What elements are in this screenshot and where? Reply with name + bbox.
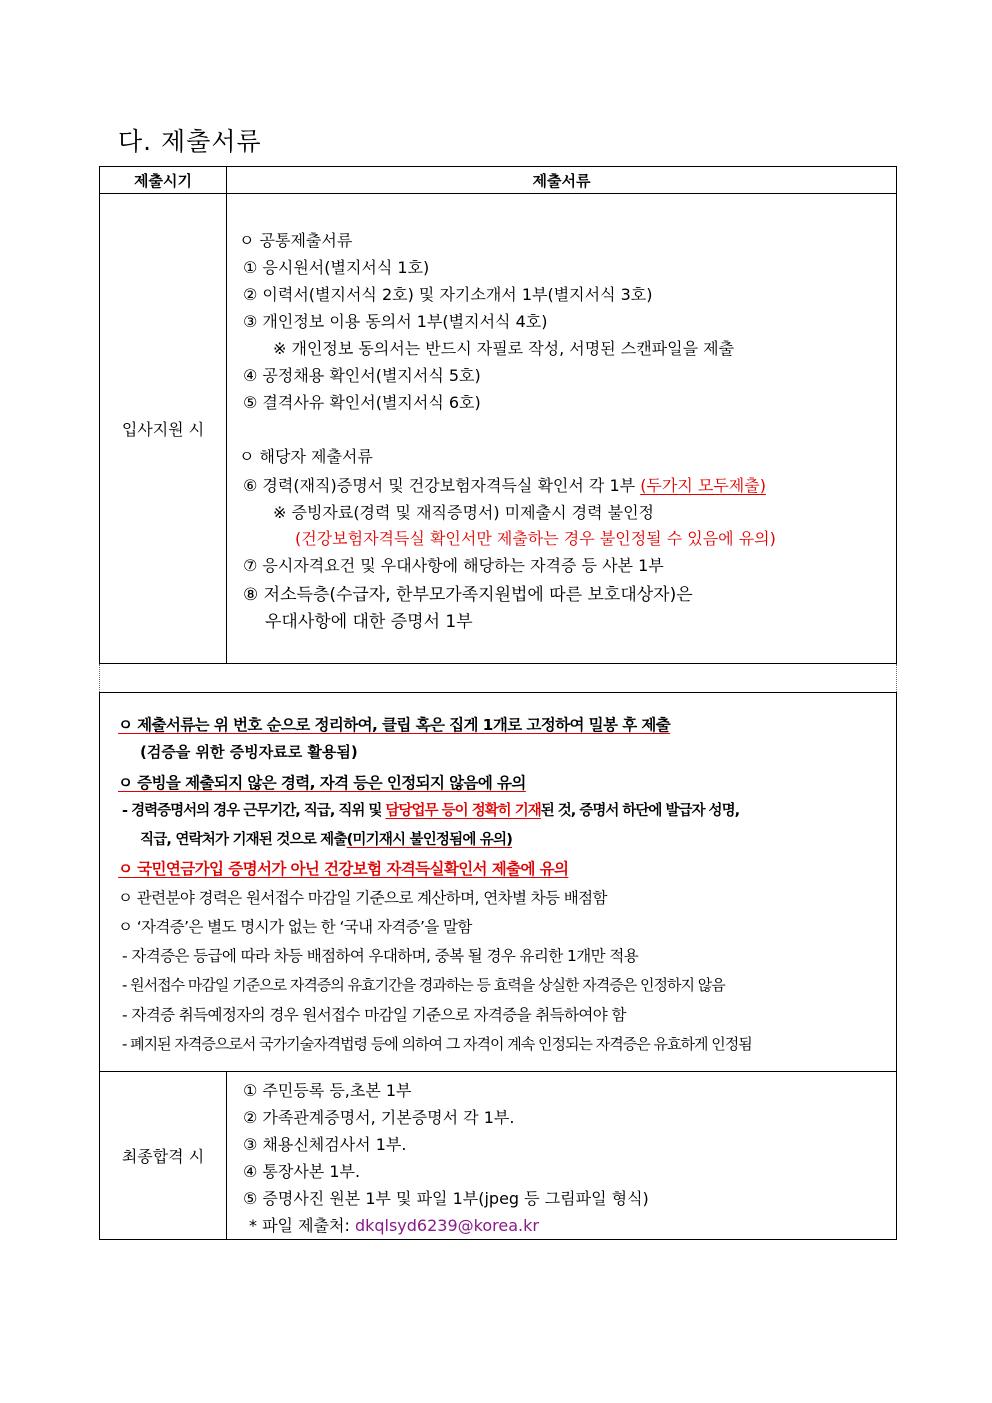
common-item-3: ③ 개인정보 이용 동의서 1부(별지서식 4호) [243,312,548,331]
email-link[interactable]: dkqlsyd6239@korea.kr [354,1216,539,1235]
final-item-2: ② 가족관계증명서, 기본증명서 각 1부. [243,1108,515,1127]
note-3-cont: 직급, 연락처가 기재된 것으로 제출(미기재시 불인정됨에 유의) [140,832,513,848]
header-documents: 제출서류 [532,171,591,190]
note-2: ㅇ 증빙을 제출되지 않은 경력, 자격 등은 인정되지 않음에 유의 [118,774,526,792]
note-9: - 자격증 취득예정자의 경우 원서접수 마감일 기준으로 자격증을 취득하여야 함 [122,1006,626,1024]
application-row [99,193,897,664]
final-documents [227,1072,896,1239]
common-heading: ㅇ 공통제출서류 [239,231,353,250]
note-6: ㅇ ‘자격증’은 별도 명시가 없는 한 ‘국내 자격증’을 말함 [118,918,472,936]
note-1: ㅇ 제출서류는 위 번호 순으로 정리하여, 클립 혹은 집게 1개로 고정하여 밀봉 후 제출 [118,716,671,734]
common-item-2: ② 이력서(별지서식 2호) 및 자기소개서 1부(별지서식 3호) [243,285,653,304]
common-item-1: ① 응시원서(별지서식 1호) [243,258,430,277]
item6-note: ※ 증빙자료(경력 및 재직증명서) 미제출시 경력 불인정 [273,503,654,522]
note-4: ㅇ 국민연금가입 증명서가 아닌 건강보험 자격득실확인서 제출에 유의 [118,860,569,878]
notes-box [99,692,897,1072]
application-label: 입사지원 시 [100,194,227,663]
note-10: - 폐지된 자격증으로서 국가기술자격법령 등에 의하여 그 자격이 계속 인정되는 자격증은 유효하게 인정됨 [122,1035,752,1053]
consent-note: ※ 개인정보 동의서는 반드시 자필로 작성, 서명된 스캔파일을 제출 [273,339,735,358]
note-7: - 자격증은 등급에 따라 차등 배점하여 우대하며, 중복 될 경우 유리한 1개만 적용 [122,947,639,965]
item6-text: ⑥ 경력(재직)증명서 및 건강보험자격득실 확인서 각 1부 [243,476,641,495]
header-submit-time: 제출시기 [100,167,227,193]
application-documents [227,194,896,663]
final-item-5: ⑤ 증명사진 원본 1부 및 파일 1부(jpeg 등 그림파일 형식) [243,1189,649,1208]
section-title: 다. 제출서류 [118,127,262,156]
item6-note-warning: (건강보험자격득실 확인서만 제출하는 경우 불인정될 수 있음에 유의) [295,529,776,548]
common-item-4: ④ 공정채용 확인서(별지서식 5호) [243,366,481,385]
item6-emphasis: (두가지 모두제출) [640,476,766,495]
note-5: ㅇ 관련분야 경력은 원서접수 마감일 기준으로 계산하며, 연차별 차등 배점함 [118,889,607,907]
table-gap [99,664,897,692]
final-label: 최종합격 시 [100,1072,227,1239]
applicable-item-8-cont: 우대사항에 대한 증명서 1부 [265,612,473,632]
applicable-heading: ㅇ 해당자 제출서류 [239,447,373,466]
note-3: - 경력증명서의 경우 근무기간, 직급, 직위 및 담당업무 등이 정확히 기재된 것, 증명서 하단에 발급자 성명, [122,803,740,819]
common-item-5: ⑤ 결격사유 확인서(별지서식 6호) [243,393,481,412]
final-row [99,1071,897,1240]
final-item-3: ③ 채용신체검사서 1부. [243,1135,407,1154]
file-label: * 파일 제출처: [249,1216,355,1235]
applicable-item-7: ⑦ 응시자격요건 및 우대사항에 해당하는 자격증 등 사본 1부 [243,556,664,575]
note-8: - 원서접수 마감일 기준으로 자격증의 유효기간을 경과하는 등 효력을 상실한 자격증은 인정하지 않음 [122,976,725,994]
final-item-1: ① 주민등록 등,초본 1부 [243,1081,412,1100]
applicable-item-8: ⑧ 저소득층(수급자, 한부모가족지원법에 따른 보호대상자)은 [243,585,693,605]
applicable-item-6 [243,473,766,496]
table-header [99,166,897,193]
file-submission [249,1213,539,1236]
final-item-4: ④ 통장사본 1부. [243,1162,361,1181]
note-1-sub: (검증을 위한 증빙자료로 활용됨) [140,743,358,761]
